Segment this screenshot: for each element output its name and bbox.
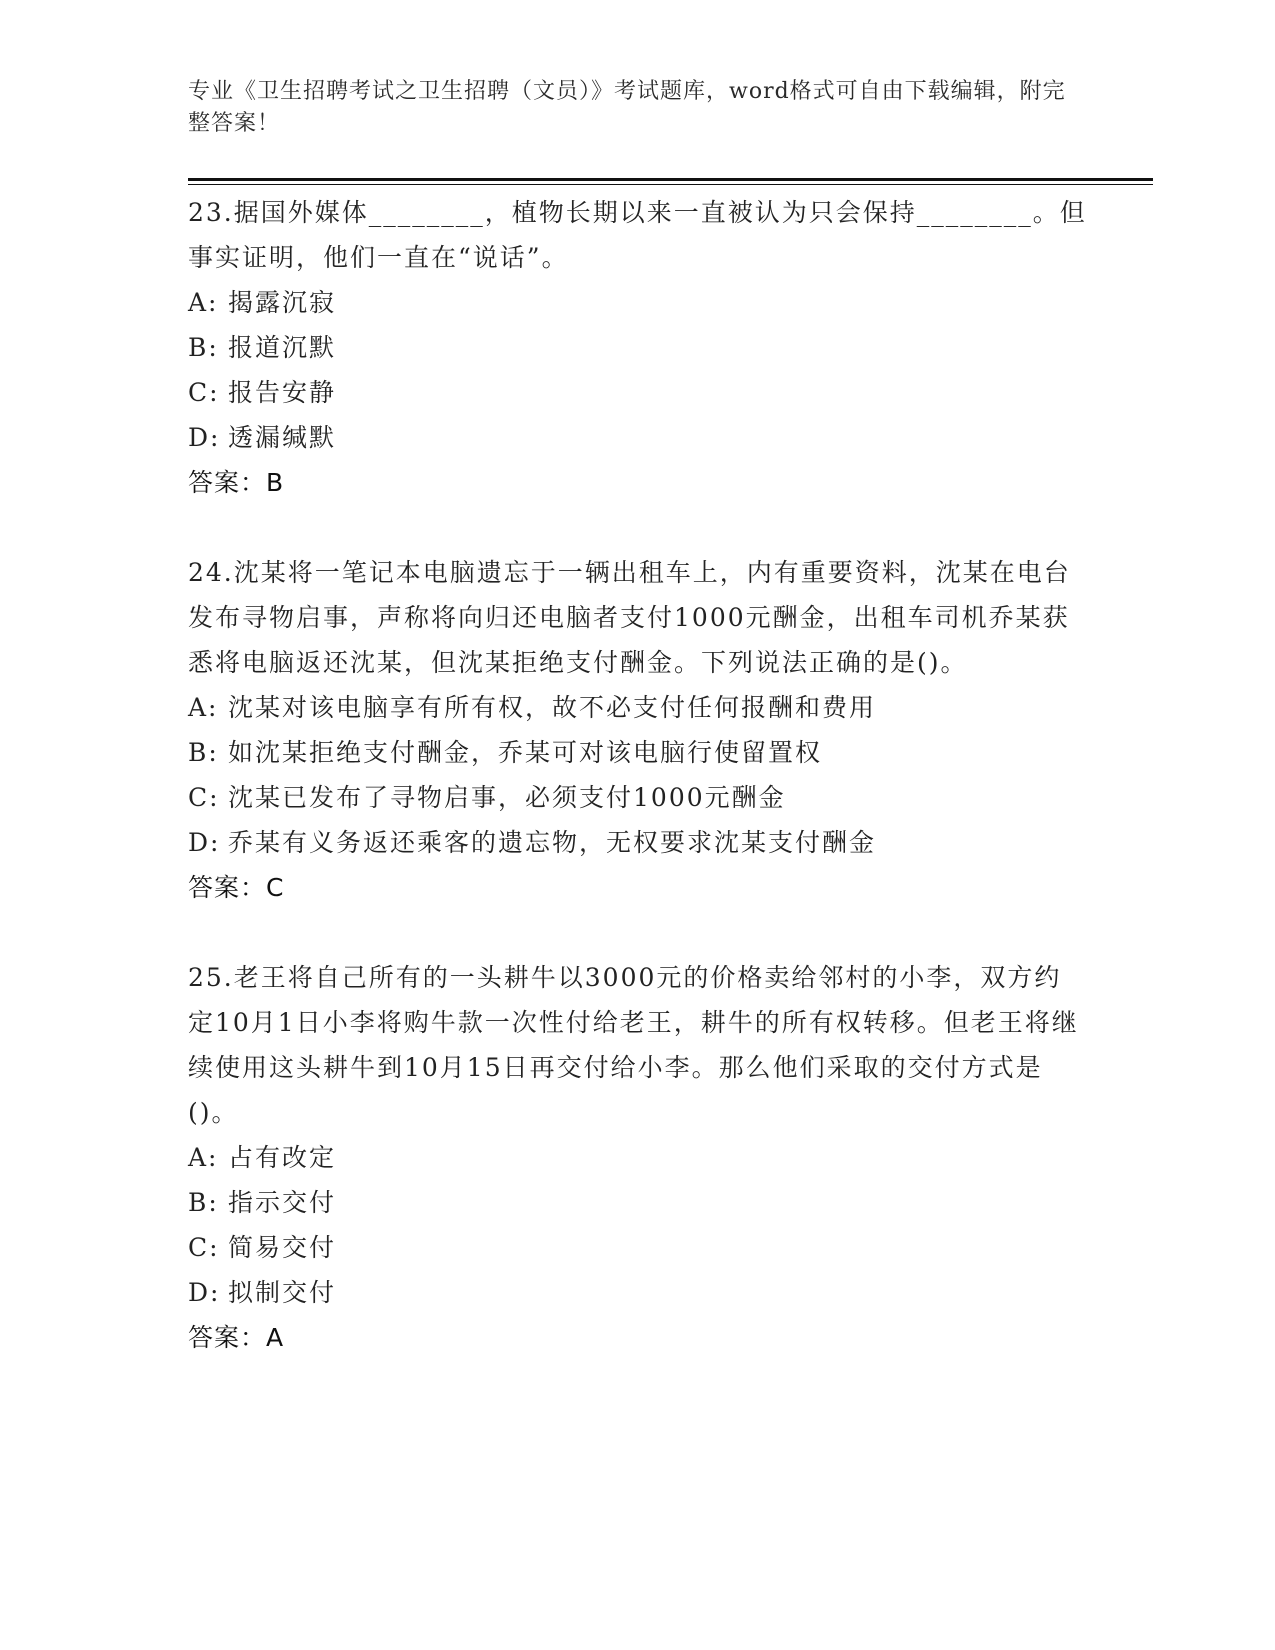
question-25 (188, 955, 1088, 1360)
option-text: 拟制交付 (228, 1278, 337, 1307)
option-text: 指示交付 (228, 1188, 337, 1217)
answer-label: 答案：A (188, 1323, 285, 1352)
option-letter: C: (188, 783, 220, 812)
option-letter: A: (188, 288, 219, 317)
option-c (188, 1225, 1088, 1270)
question-list (188, 190, 1088, 1405)
option-text: 简易交付 (228, 1233, 337, 1262)
option-text: 沈某对该电脑享有所有权，故不必支付任何报酬和费用 (228, 693, 877, 722)
option-letter: D: (188, 1278, 221, 1307)
option-a (188, 280, 1088, 325)
option-text: 如沈某拒绝支付酬金，乔某可对该电脑行使留置权 (228, 738, 823, 767)
option-c (188, 370, 1088, 415)
option-letter: C: (188, 378, 220, 407)
question-stem: 23.据国外媒体________，植物长期以来一直被认为只会保持________。但事实证明，他们一直在“说话”。 (188, 198, 1087, 272)
option-c (188, 775, 1088, 820)
answer-label: 答案：B (188, 468, 285, 497)
option-d (188, 820, 1088, 865)
option-b (188, 1180, 1088, 1225)
option-letter: B: (188, 1188, 219, 1217)
answer-label: 答案：C (188, 873, 285, 902)
option-a (188, 685, 1088, 730)
option-text: 透漏缄默 (228, 423, 337, 452)
option-letter: A: (188, 693, 219, 722)
option-text: 乔某有义务返还乘客的遗忘物，无权要求沈某支付酬金 (228, 828, 877, 857)
option-text: 报告安静 (228, 378, 337, 407)
question-stem: 25.老王将自己所有的一头耕牛以3000元的价格卖给邻村的小李，双方约定10月1日小李将购牛款一次性付给老王，耕牛的所有权转移。但老王将继续使用这头耕牛到10月15日再交付给小李。那么他们采取的交付方式是()。 (188, 963, 1079, 1127)
option-text: 报道沉默 (228, 333, 337, 362)
option-text: 揭露沉寂 (228, 288, 337, 317)
option-b (188, 730, 1088, 775)
option-letter: D: (188, 828, 221, 857)
option-letter: B: (188, 738, 219, 767)
option-letter: B: (188, 333, 219, 362)
option-letter: C: (188, 1233, 220, 1262)
question-24 (188, 550, 1088, 910)
question-23 (188, 190, 1088, 505)
option-letter: A: (188, 1143, 219, 1172)
option-b (188, 325, 1088, 370)
header-divider-thick (188, 178, 1153, 181)
question-stem: 24.沈某将一笔记本电脑遗忘于一辆出租车上，内有重要资料，沈某在电台发布寻物启事，声称将向归还电脑者支付1000元酬金，出租车司机乔某获悉将电脑返还沈某，但沈某拒绝支付酬金。下列说法正确的是()。 (188, 558, 1071, 677)
option-letter: D: (188, 423, 221, 452)
option-d (188, 415, 1088, 460)
option-a (188, 1135, 1088, 1180)
header-divider-thin (188, 184, 1153, 185)
option-text: 占有改定 (228, 1143, 337, 1172)
option-text: 沈某已发布了寻物启事，必须支付1000元酬金 (228, 783, 786, 812)
document-header: 专业《卫生招聘考试之卫生招聘（文员）》考试题库，word格式可自由下载编辑，附完整答案！ (188, 79, 1066, 136)
option-d (188, 1270, 1088, 1315)
